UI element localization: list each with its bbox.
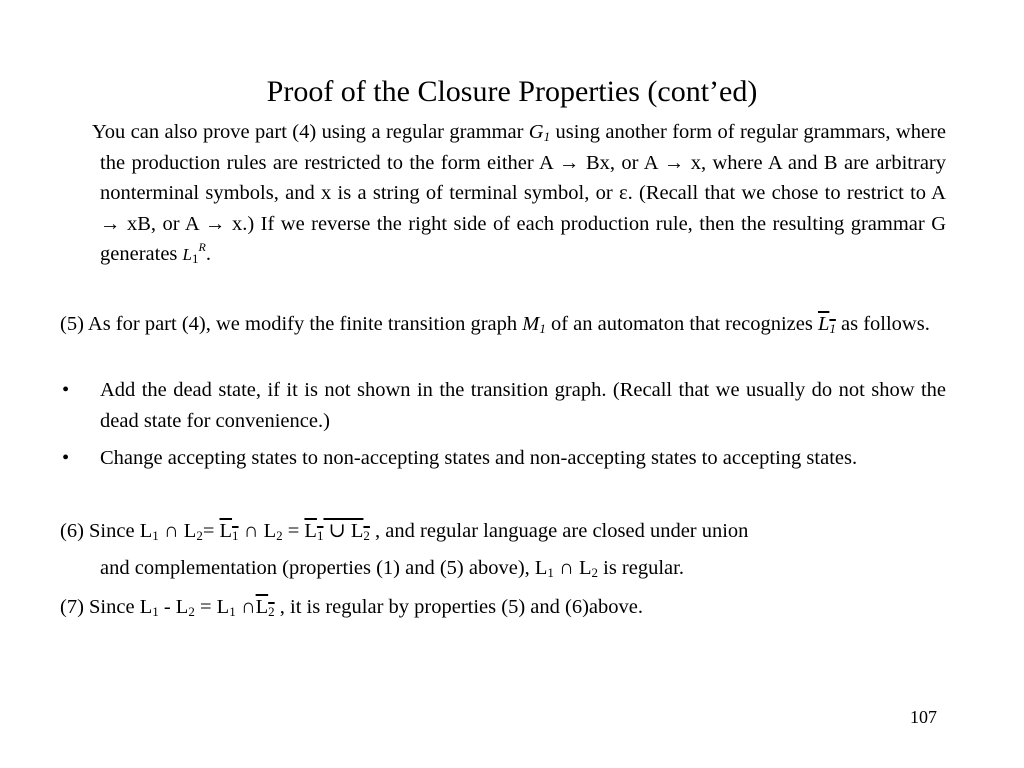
paragraph-6: (6) Since $L_1$ ∩ $L_2= L_1$ ∩ $L_2 = L_1$ ∪ $L_2$ , and regular language are closed under union and complementation (properties (1) and (5) above), $L_1$ ∩ $L_2$ is regular. <box>60 520 749 580</box>
complement-l2: $L_2$ <box>255 596 275 619</box>
paragraph-7: (7) Since $L_1 - L_2 = L_1$ $\cap L_2$ , it is regular by properties (5) and (6)above. <box>60 596 643 619</box>
complement-expression: $L_1$ <box>219 520 239 543</box>
paragraph-5: (5) As for part (4), we modify the finite transition graph $M_1$ of an automaton that recognizes $L_1$ as follows. <box>60 313 930 336</box>
page-number: 107 <box>910 707 937 727</box>
grammar-symbol: G <box>528 121 544 143</box>
bullet-icon: • <box>62 379 70 401</box>
intro-paragraph: You can also prove part (4) using a regular grammar $G_1$ using another form of regular grammars, where the production rules are restricted to the form either A → Bx, or A → x, where A and B are arbitrary nonterminal symbols, and x is a string of terminal symbol, or ε. (Recall that we chose to restrict to A → xB, or A → x.) If we reverse the right side of each production rule, then the resulting grammar G generates $L_1^R$. <box>92 121 946 266</box>
complement-language-symbol: $L_1$ <box>817 313 836 336</box>
complement-union-expression: $L_1$ ∪ $L_2$ <box>304 520 370 543</box>
bullet-item: • Change accepting states to non-accepting states and non-accepting states to accepting states. <box>100 443 946 474</box>
language-symbol: L <box>182 245 192 264</box>
slide-title: Proof of the Closure Properties (cont’ed) <box>266 75 758 108</box>
bullet-icon: • <box>62 447 70 469</box>
bullet-item: • Add the dead state, if it is not shown in the transition graph. (Recall that we usually do not show the dead state for convenience.) <box>100 375 946 436</box>
automaton-symbol: M <box>522 313 540 335</box>
